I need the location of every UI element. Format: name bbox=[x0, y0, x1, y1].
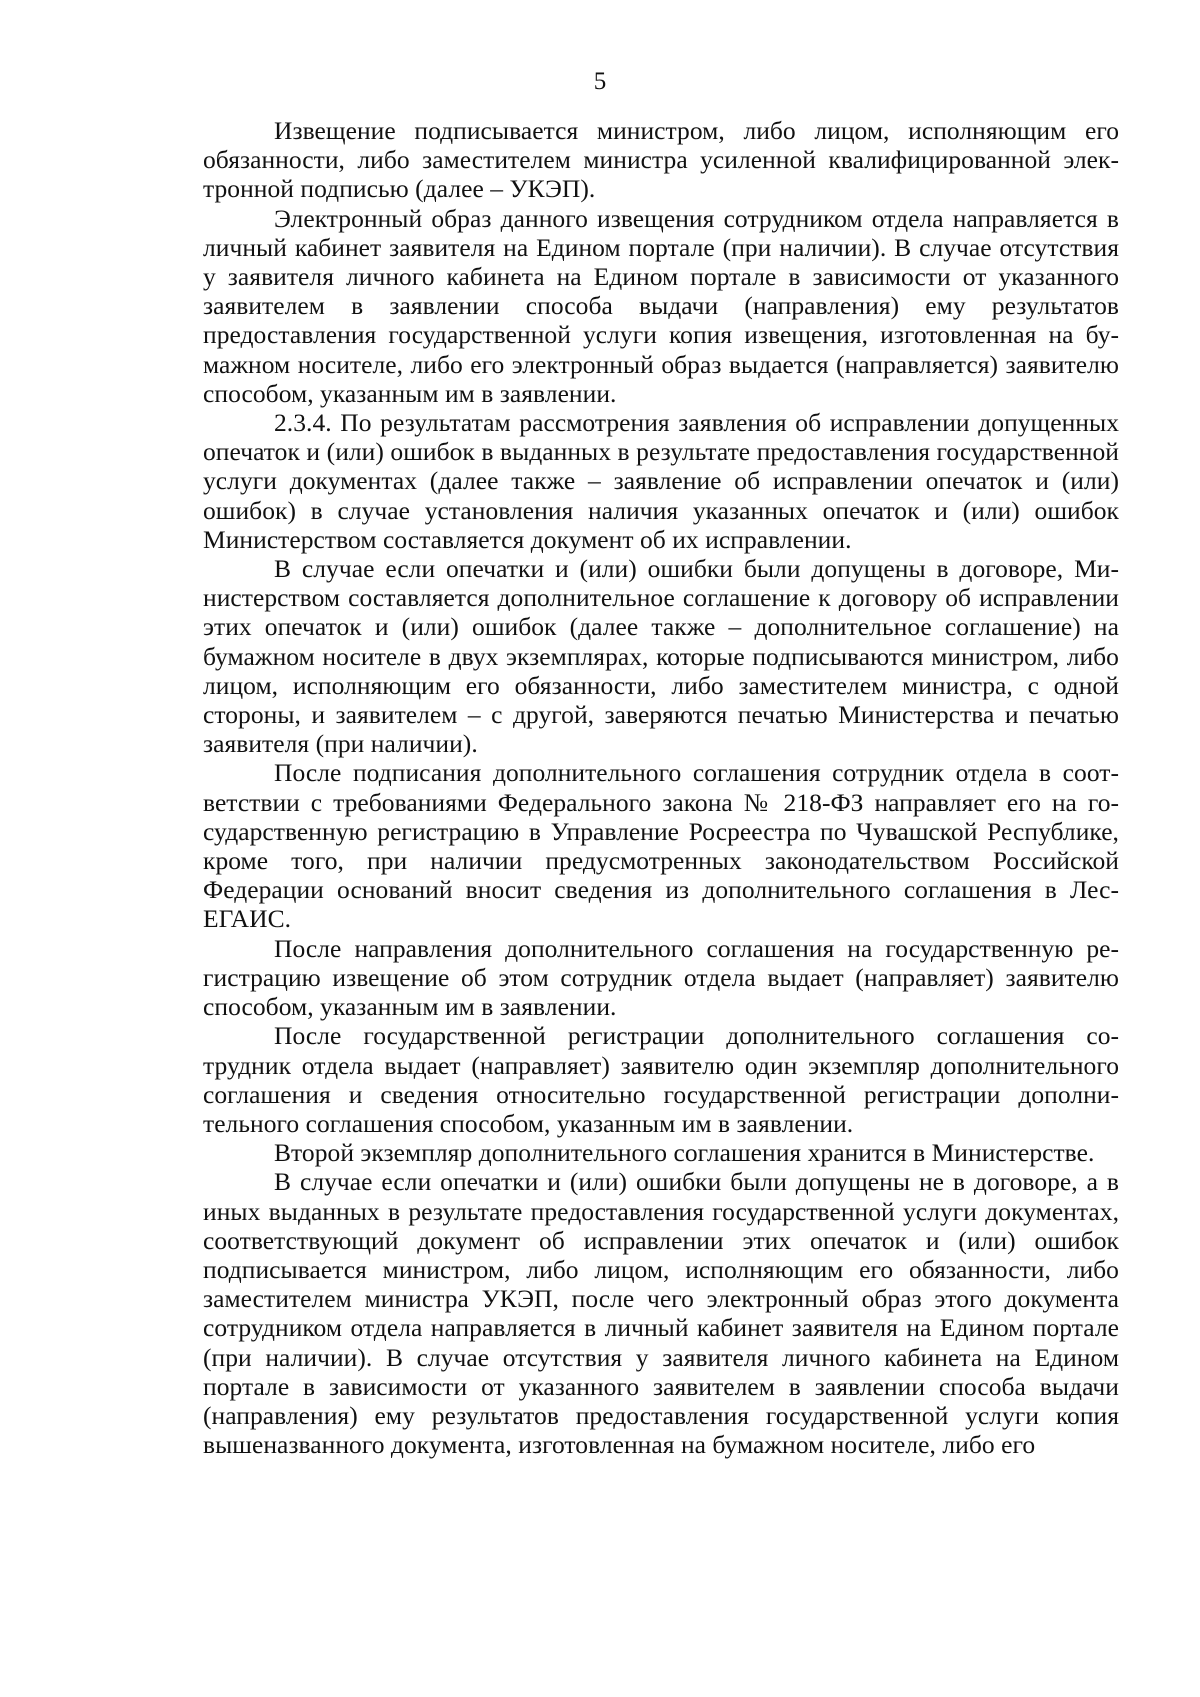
paragraph: В случае если опечатки и (или) ошибки были допущены не в договоре, а в иных выданных в результате предоставления государственной услуги документах, соответствующий документ об исправлении этих опечаток и (или) ошибок подписывается министром, либо лицом, исполняющим его обязанности, либо заместителем министра УКЭП, после чего электронный образ этого документа сотрудником отдела направляется в личный кабинет заявителя на Едином портале (при наличии). В случае отсутствия у заявителя личного кабинета на Едином портале в зависимости от указанного заявителем в заявлении способа выдачи (направления) ему результатов предоставления государственной услуги копия вышеназванного документа, изготовленная на бумажном носителе, либо его bbox=[203, 1167, 1119, 1460]
paragraph: Извещение подписывается министром, либо лицом, исполняющим его обязанности, либо заместителем министра усиленной квалифицированной электронной подписью (далее – УКЭП). bbox=[203, 116, 1119, 204]
paragraph: Электронный образ данного извещения сотрудником отдела направляется в личный кабинет заявителя на Едином портале (при наличии). В случае отсутствия у заявителя личного кабинета на Едином портале в зависимости от указанного заявителем в заявлении способа выдачи (направления) ему результатов предоставления государственной услуги копия извещения, изготовленная на бумажном носителе, либо его электронный образ выдается (направляется) заявителю способом, указанным им в заявлении. bbox=[203, 203, 1119, 408]
paragraph: Второй экземпляр дополнительного соглашения хранится в Министерстве. bbox=[274, 1138, 1095, 1168]
paragraph: После подписания дополнительного соглашения сотрудник отдела в соответствии с требованиями Федерального закона № 218-ФЗ направляет его на государственную регистрацию в Управление Росреестра по Чувашской Республике, кроме того, при наличии предусмотренных законодательством Российской Федерации оснований вносит сведения из дополнительного соглашения в ЛесЕГАИС. bbox=[203, 758, 1119, 934]
paragraph: После государственной регистрации дополнительного соглашения сотрудник отдела выдает (направляет) заявителю один экземпляр дополнительного соглашения и сведения относительно государственной регистрации дополнительного соглашения способом, указанным им в заявлении. bbox=[203, 1021, 1119, 1138]
paragraph: После направления дополнительного соглашения на государственную регистрацию извещение об этом сотрудник отдела выдает (направляет) заявителю способом, указанным им в заявлении. bbox=[203, 933, 1119, 1022]
page-number: 5 bbox=[593, 68, 607, 95]
paragraph: В случае если опечатки и (или) ошибки были допущены в договоре, Министерством составляется дополнительное соглашение к договору об исправлении этих опечаток и (или) ошибок (далее также – дополнительное соглашение) на бумажном носителе в двух экземплярах, которые подписываются министром, либо лицом, исполняющим его обязанности, либо заместителем министра, с одной стороны, и заявителем – с другой, заверяются печатью Министерства и печатью заявителя (при наличии). bbox=[203, 554, 1119, 759]
paragraph: 2.3.4. По результатам рассмотрения заявления об исправлении допущенных опечаток и (или) ошибок в выданных в результате предоставления государственной услуги документах (далее также – заявление об исправлении опечаток и (или) ошибок) в случае установления наличия указанных опечаток и (или) ошибок Министерством составляется документ об их исправлении. bbox=[203, 408, 1119, 554]
document-body bbox=[203, 116, 1119, 1459]
